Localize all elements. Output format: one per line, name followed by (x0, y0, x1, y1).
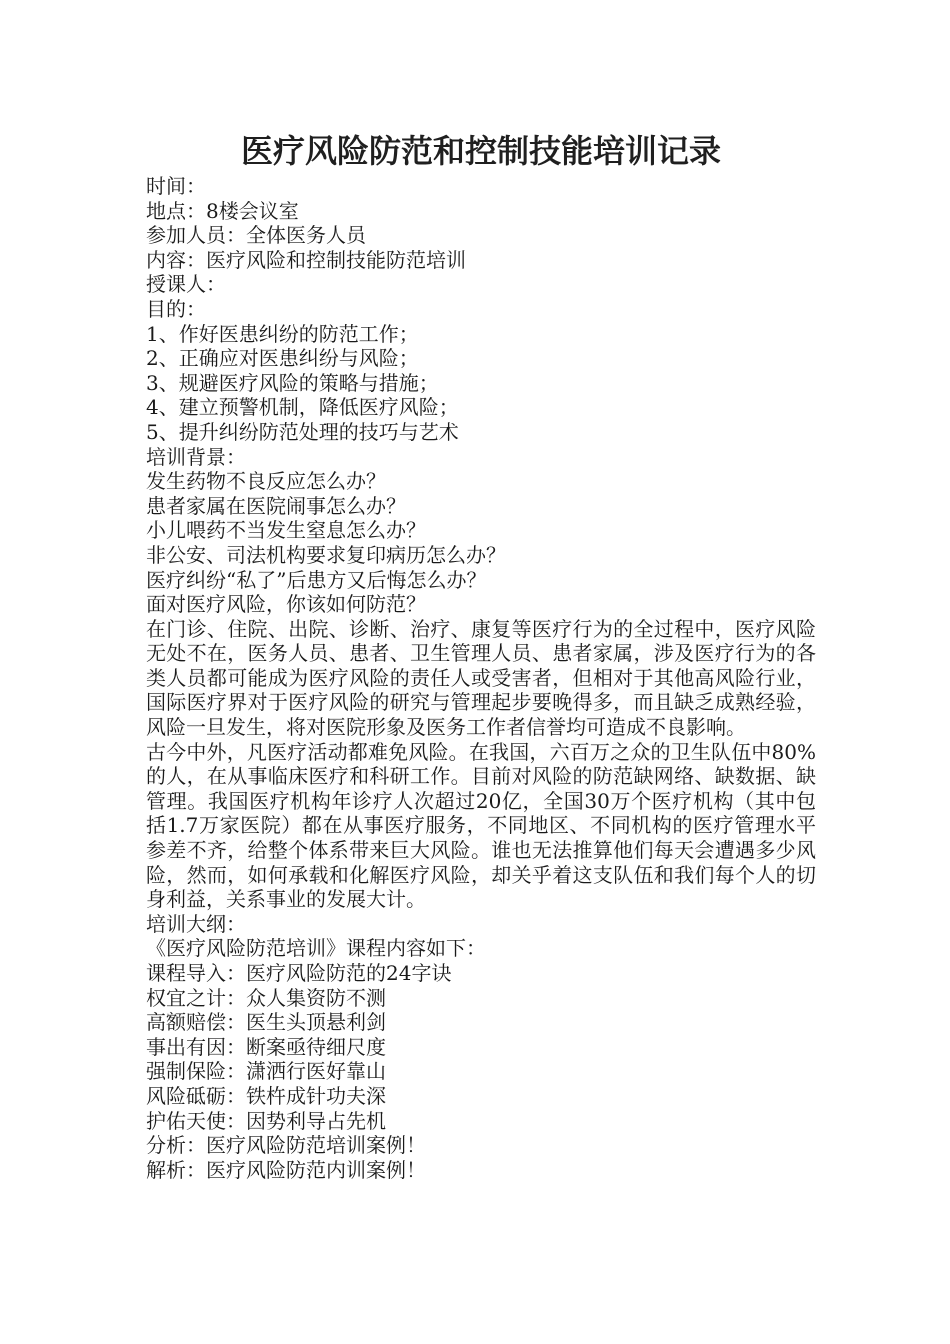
line-time: 时间： (146, 174, 206, 198)
background-question: 发生药物不良反应怎么办？ (146, 469, 386, 494)
course-item: 高额赔偿：医生头顶悬利剑 (146, 1010, 386, 1035)
course-item: 护佑天使：因势利导占先机 (146, 1108, 386, 1133)
course-item: 强制保险：潇洒行医好靠山 (146, 1059, 386, 1084)
line-lecturer: 授课人： (146, 272, 226, 297)
line-course-intro: 《医疗风险防范培训》课程内容如下： (146, 936, 486, 961)
line-background-heading: 培训背景： (146, 444, 246, 469)
paragraph-risk-context: 古今中外，凡医疗活动都难免风险。在我国，六百万之众的卫生队伍中80%的人，在从事临床医疗和科研工作。目前对风险的防范缺网络、缺数据、缺管理。我国医疗机构年诊疗人次超过20亿，全国30万个医疗机构（其中包括1.7万家医院）都在从事医疗服务，不同地区、不同机构的医疗管理水平参差不齐，给整个体系带来巨大风险。谁也无法推算他们每天会遭遇多少风险，然而，如何承载和化解医疗风险，却关乎着这支队伍和我们每个人的切身利益，关系事业的发展大计。 (146, 739, 816, 912)
document-title: 医疗风险防范和控制技能培训记录 (240, 132, 721, 170)
header-lines (146, 174, 816, 617)
case-analysis-line: 解析：医疗风险防范内训案例！ (146, 1157, 426, 1182)
purpose-item: 2、正确应对医患纠纷与风险； (146, 346, 419, 371)
line-location: 地点：8楼会议室 (146, 198, 299, 223)
line-purpose-heading: 目的： (146, 296, 206, 321)
case-analysis-line: 分析：医疗风险防范培训案例！ (146, 1133, 426, 1158)
course-item: 权宜之计：众人集资防不测 (146, 985, 386, 1010)
line-outline-heading: 培训大纲： (146, 911, 246, 936)
background-question: 患者家属在医院闹事怎么办？ (146, 493, 406, 518)
purpose-item: 1、作好医患纠纷的防范工作； (146, 321, 419, 346)
purpose-item: 3、规避医疗风险的策略与措施； (146, 370, 439, 395)
course-item: 课程导入：医疗风险防范的24字诀 (146, 961, 452, 985)
purpose-item: 4、建立预警机制，降低医疗风险； (146, 395, 459, 420)
background-question: 面对医疗风险，你该如何防范？ (146, 592, 426, 617)
background-question: 医疗纠纷“私了”后患方又后悔怎么办？ (146, 567, 487, 592)
background-question: 非公安、司法机构要求复印病历怎么办？ (146, 542, 506, 567)
footer-lines (146, 912, 816, 1183)
course-item: 风险砥砺：铁杵成针功夫深 (146, 1083, 386, 1108)
paragraph-risk-overview: 在门诊、住院、出院、诊断、治疗、康复等医疗行为的全过程中，医疗风险无处不在，医务人员、患者、卫生管理人员、患者家属，涉及医疗行为的各类人员都可能成为医疗风险的责任人或受害者，但相对于其他高风险行业，国际医疗界对于医疗风险的研究与管理起步要晚得多，而且缺乏成熟经验，风险一旦发生，将对医院形象及医务工作者信誉均可造成不良影响。 (146, 616, 816, 740)
document-page (146, 128, 816, 1182)
background-question: 小儿喂药不当发生窒息怎么办？ (146, 518, 426, 543)
course-item: 事出有因：断案亟待细尺度 (146, 1034, 386, 1059)
line-content: 内容：医疗风险和控制技能防范培训 (146, 247, 466, 272)
line-participants: 参加人员：全体医务人员 (146, 223, 366, 248)
purpose-item: 5、提升纠纷防范处理的技巧与艺术 (146, 419, 459, 444)
